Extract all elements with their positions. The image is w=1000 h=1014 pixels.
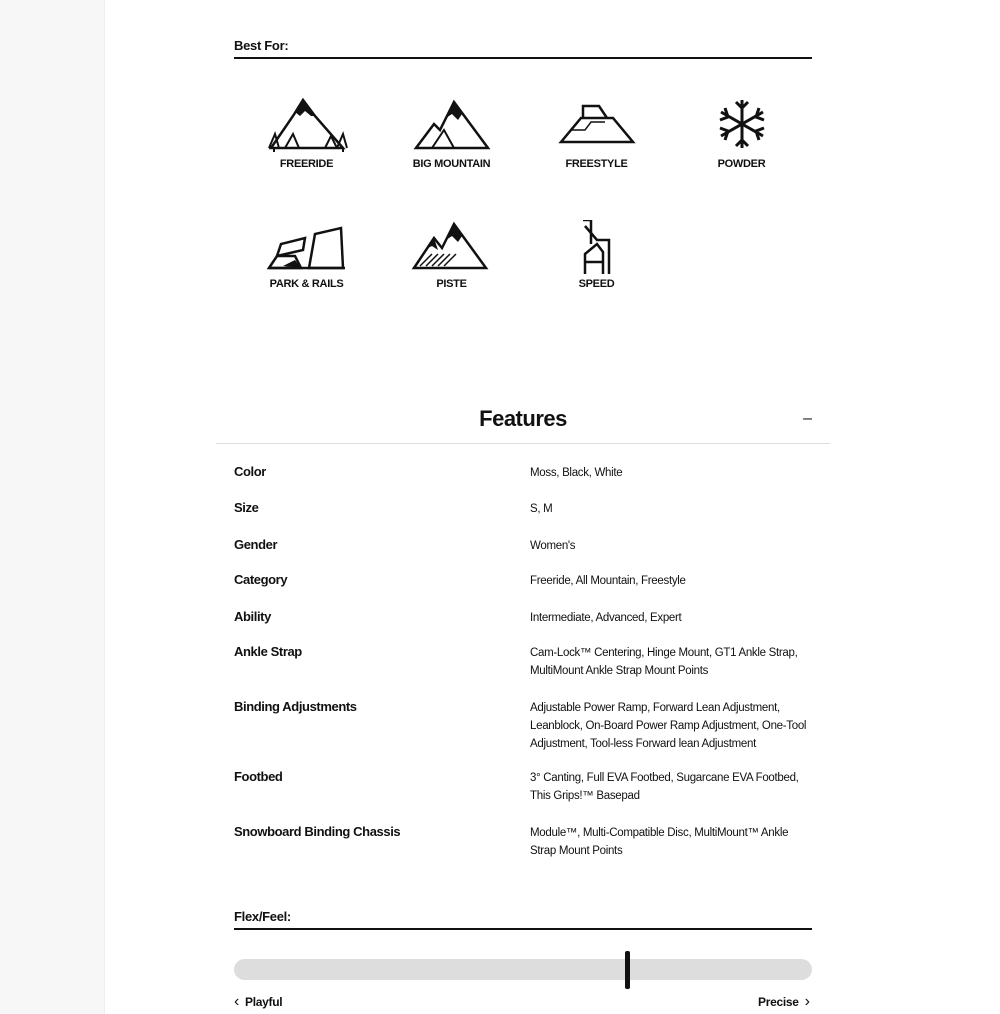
icon-label: SPEED <box>578 278 615 290</box>
feature-key: Category <box>234 572 288 587</box>
freeride-icon <box>265 90 349 154</box>
collapse-icon[interactable]: – <box>803 410 812 427</box>
feature-key: Gender <box>234 537 278 552</box>
features-header[interactable] <box>216 400 830 444</box>
feature-value: Module™, Multi-Compatible Disc, MultiMount™ Ankle Strap Mount Points <box>530 827 789 857</box>
flex-precise <box>758 993 810 1011</box>
icon-label: PARK & RAILS <box>269 278 344 290</box>
feature-key: Footbed <box>234 769 283 784</box>
feature-key: Snowboard Binding Chassis <box>234 824 401 839</box>
park-rails-icon <box>265 220 349 274</box>
piste-icon <box>410 220 494 274</box>
flex-slider-track <box>234 959 812 980</box>
freestyle-icon <box>555 90 639 154</box>
best-for-park-rails <box>234 220 379 290</box>
features-title: Features <box>479 406 567 431</box>
feature-value: Intermediate, Advanced, Expert <box>530 612 682 624</box>
speed-icon <box>555 220 639 274</box>
best-for-freestyle <box>524 90 669 170</box>
flex-slider-thumb <box>625 951 630 989</box>
feature-key: Ability <box>234 609 271 624</box>
feature-value: Women's <box>530 540 576 552</box>
chevron-left-icon: ‹ <box>234 993 240 1010</box>
icon-label: BIG MOUNTAIN <box>412 158 491 170</box>
feature-value: Adjustable Power Ramp, Forward Lean Adjustment, Leanblock, On-Board Power Ramp Adjustment, One-Tool Adjustment, Tool-less Forward lean Adjustment <box>530 702 807 750</box>
feature-value: S, M <box>530 503 553 515</box>
best-for-big-mountain <box>379 90 524 170</box>
best-for-powder <box>669 90 814 170</box>
best-for-piste <box>379 220 524 290</box>
big-mountain-icon <box>410 90 494 154</box>
left-sidebar <box>0 0 105 1014</box>
feature-key: Size <box>234 500 259 515</box>
flex-left-label: Playful <box>245 995 283 1009</box>
feature-key: Binding Adjustments <box>234 699 357 714</box>
chevron-right-icon: › <box>804 993 810 1010</box>
feature-key: Ankle Strap <box>234 644 302 659</box>
feature-value: Moss, Black, White <box>530 467 623 479</box>
feature-value: Freeride, All Mountain, Freestyle <box>530 575 686 587</box>
flex-right-label: Precise <box>758 995 799 1009</box>
best-for-speed <box>524 220 669 290</box>
snowflake-icon <box>700 90 784 154</box>
best-for-title: Best For: <box>234 38 812 59</box>
best-for-freeride <box>234 90 379 170</box>
feature-key: Color <box>234 464 266 479</box>
feature-value: 3° Canting, Full EVA Footbed, Sugarcane EVA Footbed, This Grips!™ Basepad <box>530 772 799 802</box>
icon-label: PISTE <box>436 278 467 290</box>
icon-label: FREERIDE <box>279 158 334 170</box>
icon-label: POWDER <box>717 158 766 170</box>
flex-playful <box>234 993 282 1011</box>
flex-feel-title: Flex/Feel: <box>234 909 812 930</box>
feature-value: Cam-Lock™ Centering, Hinge Mount, GT1 Ankle Strap, MultiMount Ankle Strap Mount Points <box>530 647 798 677</box>
icon-label: FREESTYLE <box>565 158 628 170</box>
